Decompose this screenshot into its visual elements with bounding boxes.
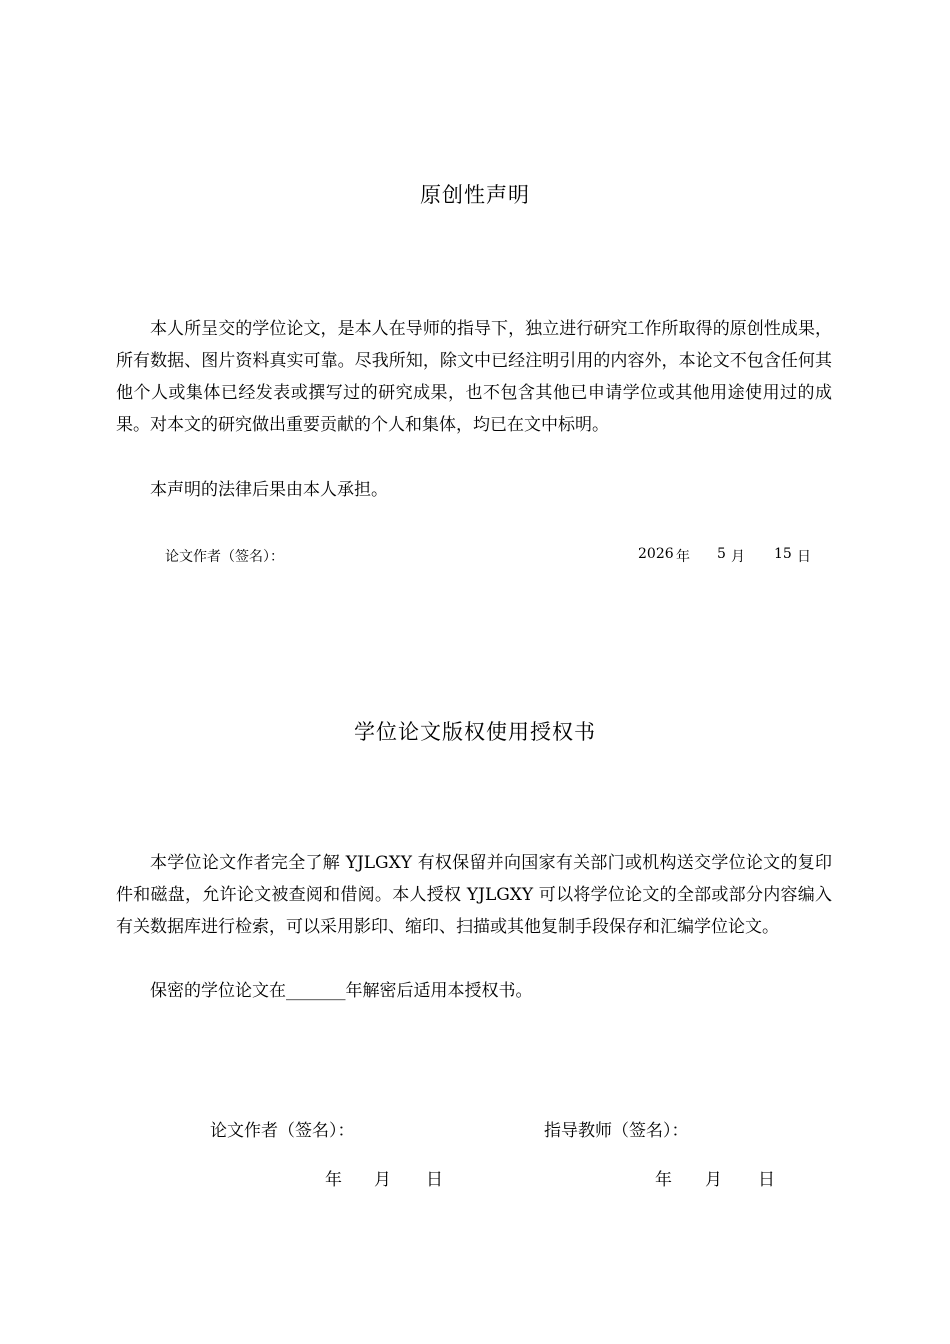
authorization-advisor-signature-label: 指导教师（签名）： [544, 1121, 689, 1141]
declaration-legal-note: 本声明的法律后果由本人承担。 [150, 480, 388, 500]
declaration-year-unit: 年 [676, 549, 690, 565]
declaration-year-value: 2026 [638, 546, 674, 562]
author-date-month-unit: 月 [374, 1170, 391, 1190]
declaration-author-signature-label: 论文作者（签名）： [165, 549, 284, 565]
declaration-month-unit: 月 [731, 549, 745, 565]
advisor-date-month-unit: 月 [705, 1170, 722, 1190]
author-date-day-unit: 日 [426, 1170, 443, 1190]
authorization-confidential-note: 保密的学位论文在_______年解密后适用本授权书。 [150, 981, 533, 1001]
author-date-year-unit: 年 [325, 1170, 342, 1190]
advisor-date-day-unit: 日 [758, 1170, 775, 1190]
authorization-author-signature-label: 论文作者（签名）： [210, 1121, 355, 1141]
advisor-date-year-unit: 年 [655, 1170, 672, 1190]
declaration-month-value: 5 [717, 546, 726, 562]
authorization-title: 学位论文版权使用授权书 [354, 720, 596, 744]
authorization-paragraph: 本学位论文作者完全了解 YJLGXY 有权保留并向国家有关部门或机构送交学位论文的复印件和磁盘，允许论文被查阅和借阅。本人授权 YJLGXY 可以将学位论文的全部或部分内容编入有关数据库进行检索，可以采用影印、缩印、扫描或其他复制手段保存和汇编学位论文。 [116, 853, 832, 937]
declaration-title: 原创性声明 [420, 183, 530, 207]
declaration-day-value: 15 [774, 546, 792, 562]
declaration-day-unit: 日 [797, 549, 811, 565]
declaration-paragraph: 本人所呈交的学位论文，是本人在导师的指导下，独立进行研究工作所取得的原创性成果，所有数据、图片资料真实可靠。尽我所知，除文中已经注明引用的内容外，本论文不包含任何其他个人或集体已经发表或撰写过的研究成果，也不包含其他已申请学位或其他用途使用过的成果。对本文的研究做出重要贡献的个人和集体，均已在文中标明。 [116, 319, 832, 435]
